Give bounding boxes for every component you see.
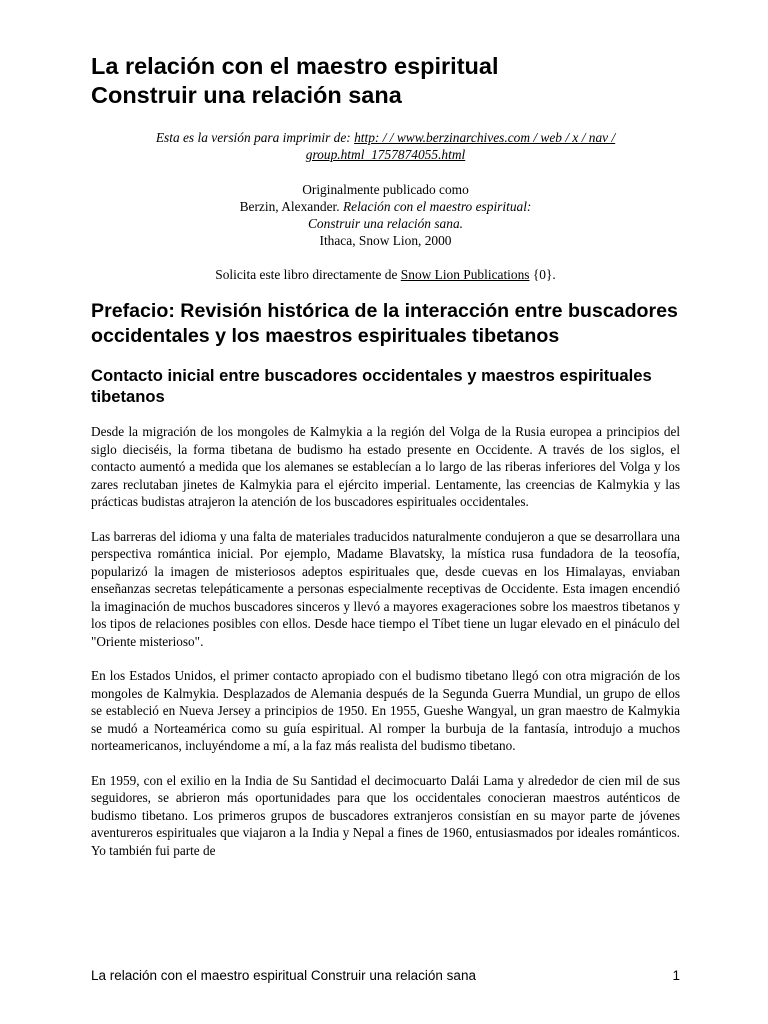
footer-title: La relación con el maestro espiritual Construir una relación sana bbox=[91, 968, 476, 983]
body-paragraph: Desde la migración de los mongoles de Kalmykia a la región del Volga de la Rusia europea a principios del siglo dieciséis, la forma tibetana de budismo ha estado presente en Occidente. A través de los siglos, el contacto aumentó a medida que los alemanes se establecían a lo largo de las riberas inferiores del Volga y los zares reclutaban jinetes de Kalmykia para el ejército imperial. Lentamente, las creencias de Kalmykia y las prácticas budistas atrajeron la atención de los buscadores espirituales occidentales. bbox=[91, 424, 680, 509]
publisher-info: Ithaca, Snow Lion, 2000 bbox=[319, 233, 452, 248]
preface-heading: Prefacio: Revisión histórica de la interacción entre buscadores occidentales y los maestros espirituales tibetanos bbox=[91, 300, 678, 347]
original-publication-label: Originalmente publicado como bbox=[302, 182, 469, 197]
book-title-part-2: Construir una relación sana. bbox=[308, 216, 463, 231]
author-name: Berzin, Alexander. bbox=[239, 199, 343, 214]
body-paragraph: En los Estados Unidos, el primer contacto apropiado con el budismo tibetano llegó con otra migración de los mongoles de Kalmykia. Desplazados de Alemania después de la Segunda Guerra Mundial, un grupo de ellos se estableció en Nueva Jersey a principios de 1950. En 1955, Gueshe Wangyal, un gran maestro de Kalmykia se mudó a Norteamérica como su guía espiritual. Al romper la burbuja de la fantasía, introdujo a muchos norteamericanos, incluyéndome a mí, a la faz más realista del budismo tibetano. bbox=[91, 668, 680, 753]
original-publication-note bbox=[91, 181, 680, 249]
page-footer bbox=[91, 967, 680, 984]
snow-lion-link[interactable]: Snow Lion Publications bbox=[400, 267, 530, 282]
document-page bbox=[91, 52, 680, 859]
section-heading: Contacto inicial entre buscadores occidentales y maestros espirituales tibetanos bbox=[91, 366, 652, 406]
printed-version-prefix: Esta es la versión para imprimir de: bbox=[155, 130, 355, 145]
source-url-link[interactable]: http: / / www.berzinarchives.com / web / x / nav / group.html_1757874055.html bbox=[305, 130, 616, 162]
request-prefix: Solicita este libro directamente de bbox=[215, 267, 401, 282]
book-request-note bbox=[91, 266, 680, 283]
book-title-part-1: Relación con el maestro espiritual: bbox=[342, 199, 532, 214]
body-paragraph: En 1959, con el exilio en la India de Su Santidad el decimocuarto Dalái Lama y alrededor de cien mil de sus seguidores, se abrieron más oportunidades para que los occidentales conocieran maestros auténticos de budismo tibetano. Los primeros grupos de buscadores extranjeros consistían en su mayor parte de jóvenes aventureros espirituales que viajaron a la India y Nepal a fines de 1960, entusiasmados por ideales románticos. Yo también fui parte de bbox=[91, 772, 680, 858]
page-number: 1 bbox=[672, 968, 680, 983]
body-paragraph: Las barreras del idioma y una falta de materiales traducidos naturalmente condujeron a que se desarrollara una perspectiva romántica inicial. Por ejemplo, Madame Blavatsky, la mística rusa fundadora de la teosofía, popularizó la imagen de misteriosos adeptos espirituales que, desde cuevas en los Himalayas, enviaban enseñanzas secretas telepáticamente a personas especialmente receptivas de Occidente. Esta imagen encendió la imaginación de muchos buscadores sinceros y llevó a mayores exageraciones sobre los maestros tibetanos y los tipos de relaciones posibles con ellos. Desde hace tiempo el Tíbet tiene un lugar elevado en el pináculo del "Oriente misterioso". bbox=[91, 528, 680, 649]
request-suffix: {0}. bbox=[529, 267, 556, 282]
title-line-1: La relación con el maestro espiritual bbox=[91, 53, 499, 79]
printed-version-note bbox=[91, 129, 680, 163]
document-title bbox=[91, 52, 680, 110]
title-line-2: Construir una relación sana bbox=[91, 82, 402, 108]
